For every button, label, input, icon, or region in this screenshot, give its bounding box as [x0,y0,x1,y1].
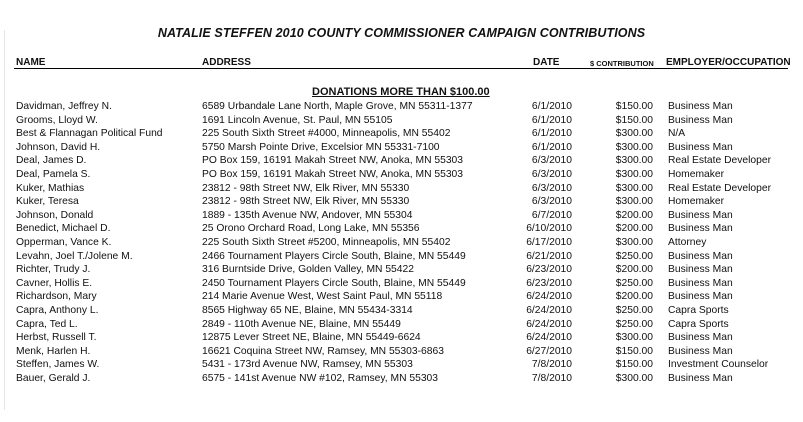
table-row [0,114,803,128]
contribution-date: 6/1/2010 [531,114,572,126]
table-row [0,154,803,168]
contribution-amount: $250.00 [615,304,653,316]
contribution-date: 6/24/2010 [526,304,572,316]
contribution-amount: $300.00 [615,236,653,248]
contribution-amount: $300.00 [615,372,653,384]
table-row [0,141,803,155]
contribution-amount: $150.00 [615,345,653,357]
contributor-name: Steffen, James W. [16,359,100,371]
contribution-amount: $200.00 [615,264,653,276]
contribution-amount: $200.00 [615,223,653,235]
contributor-address: 12875 Lever Street NE, Blaine, MN 55449-6624 [202,332,421,344]
contributor-name: Capra, Ted L. [16,318,78,330]
contributor-name: Herbst, Russell T. [16,332,97,344]
contributor-name: Capra, Anthony L. [16,304,99,316]
contribution-date: 7/8/2010 [531,359,572,371]
contribution-amount: $300.00 [615,182,653,194]
contribution-date: 6/7/2010 [531,209,572,221]
contribution-date: 6/17/2010 [526,236,572,248]
column-header-date: DATE [533,57,560,68]
contribution-amount: $150.00 [615,359,653,371]
contributor-name: Davidman, Jeffrey N. [16,101,112,112]
contribution-amount: $300.00 [615,155,653,167]
contributor-employer: Business Man [668,372,733,384]
column-header-employer: EMPLOYER/OCCUPATION [666,57,791,68]
contributor-employer: Business Man [668,223,733,235]
table-row [0,250,803,264]
contributor-name: Richter, Trudy J. [16,264,91,276]
contribution-date: 6/23/2010 [526,264,572,276]
table-row [0,372,803,386]
contributor-employer: Homemaker [668,168,725,180]
contributor-name: Opperman, Vance K. [16,236,112,248]
contributor-name: Benedict, Michael D. [16,223,111,235]
contribution-amount: $250.00 [615,277,653,289]
contribution-date: 6/21/2010 [526,250,572,262]
contributor-employer: Business Man [668,345,733,357]
contribution-date: 7/8/2010 [531,372,572,384]
contributor-name: Richardson, Mary [16,291,97,303]
contributor-address: 5750 Marsh Pointe Drive, Excelsior MN 55331-7100 [202,141,440,153]
contributor-employer: Business Man [668,101,733,112]
contributor-name: Johnson, Donald [16,209,94,221]
contribution-date: 6/3/2010 [531,196,572,208]
contribution-date: 6/3/2010 [531,182,572,194]
column-header-contribution: $ CONTRIBUTION [590,59,654,68]
table-row [0,290,803,304]
contributor-employer: Business Man [668,291,733,303]
contributor-name: Levahn, Joel T./Jolene M. [16,250,133,262]
contributor-name: Kuker, Mathias [16,182,85,194]
table-row [0,263,803,277]
column-header-name: NAME [16,57,46,68]
contributor-employer: Business Man [668,332,733,344]
contribution-date: 6/3/2010 [531,155,572,167]
contributor-name: Deal, James D. [16,155,87,167]
contribution-amount: $300.00 [615,332,653,344]
contribution-date: 6/1/2010 [531,101,572,112]
contribution-date: 6/1/2010 [531,141,572,153]
contributor-employer: Business Man [668,141,733,153]
contribution-date: 6/24/2010 [526,291,572,303]
table-row [0,358,803,372]
table-row [0,127,803,141]
contributor-address: 25 Orono Orchard Road, Long Lake, MN 55356 [202,223,420,235]
contribution-amount: $300.00 [615,168,653,180]
contributor-address: 1691 Lincoln Avenue, St. Paul, MN 55105 [202,114,393,126]
contributor-employer: N/A [668,128,686,140]
contribution-amount: $300.00 [615,141,653,153]
contributor-name: Cavner, Hollis E. [16,277,93,289]
contributor-address: 2450 Tournament Players Circle South, Blaine, MN 55449 [202,277,466,289]
table-row [0,236,803,250]
table-row [0,345,803,359]
contributor-name: Johnson, David H. [16,141,101,153]
contributor-name: Menk, Harlen H. [16,345,91,357]
table-row [0,168,803,182]
contributor-name: Bauer, Gerald J. [16,372,91,384]
contributor-name: Deal, Pamela S. [16,168,91,180]
contributor-employer: Business Man [668,250,733,262]
contributor-address: 225 South Sixth Street #4000, Minneapolis, MN 55402 [202,128,451,140]
contribution-date: 6/10/2010 [526,223,572,235]
table-row [0,100,803,114]
contribution-amount: $300.00 [615,128,653,140]
table-row [0,277,803,291]
document-title: NATALIE STEFFEN 2010 COUNTY COMMISSIONER CAMPAIGN CONTRIBUTIONS [157,26,646,40]
table-row [0,182,803,196]
contributor-name: Kuker, Teresa [16,196,79,208]
contributor-address: 225 South Sixth Street #5200, Minneapolis, MN 55402 [202,236,451,248]
table-row [0,331,803,345]
contributor-name: Best & Flannagan Political Fund [16,128,163,140]
contributor-employer: Business Man [668,264,733,276]
table-row [0,318,803,332]
contribution-amount: $250.00 [615,318,653,330]
contributor-employer: Business Man [668,209,733,221]
contributor-address: 214 Marie Avenue West, West Saint Paul, MN 55118 [202,291,443,303]
contributor-address: 2849 - 110th Avenue NE, Blaine, MN 55449 [202,318,401,330]
contributor-employer: Capra Sports [668,318,729,330]
contribution-amount: $300.00 [615,196,653,208]
contributor-address: 5431 - 173rd Avenue NW, Ramsey, MN 55303 [202,359,413,371]
contributor-address: 6589 Urbandale Lane North, Maple Grove, MN 55311-1377 [202,101,473,112]
contributor-address: 6575 - 141st Avenue NW #102, Ramsey, MN 55303 [202,372,439,384]
table-row [0,304,803,318]
contributor-employer: Attorney [668,236,707,248]
contributor-address: PO Box 159, 16191 Makah Street NW, Anoka, MN 55303 [202,155,464,167]
contribution-date: 6/23/2010 [526,277,572,289]
section-heading: DONATIONS MORE THAN $100.00 [312,86,490,98]
contributor-address: 23812 - 98th Street NW, Elk River, MN 55330 [202,196,410,208]
column-header-address: ADDRESS [202,57,251,68]
contributor-employer: Homemaker [668,196,725,208]
contributor-employer: Real Estate Developer [668,182,772,194]
table-row [0,222,803,236]
table-row [0,209,803,223]
contributor-address: PO Box 159, 16191 Makah Street NW, Anoka, MN 55303 [202,168,464,180]
contributions-table [0,100,803,385]
contribution-date: 6/1/2010 [531,128,572,140]
contributor-employer: Business Man [668,277,733,289]
contribution-date: 6/24/2010 [526,332,572,344]
contributor-address: 316 Burntside Drive, Golden Valley, MN 55422 [202,264,414,276]
contributor-address: 8565 Highway 65 NE, Blaine, MN 55434-3314 [202,304,413,316]
contributor-employer: Capra Sports [668,304,729,316]
contributor-address: 2466 Tournament Players Circle South, Blaine, MN 55449 [202,250,466,262]
contribution-amount: $200.00 [615,291,653,303]
contributor-address: 23812 - 98th Street NW, Elk River, MN 55330 [202,182,410,194]
contributor-employer: Real Estate Developer [668,155,772,167]
contribution-date: 6/3/2010 [531,168,572,180]
header-rule [14,68,788,69]
contribution-amount: $200.00 [615,209,653,221]
contributor-employer: Business Man [668,114,733,126]
contributor-address: 1889 - 135th Avenue NW, Andover, MN 55304 [202,209,413,221]
contribution-date: 6/24/2010 [526,318,572,330]
contribution-date: 6/27/2010 [526,345,572,357]
contribution-amount: $150.00 [615,101,653,112]
table-row [0,195,803,209]
contributor-employer: Investment Counselor [668,359,769,371]
contributor-name: Grooms, Lloyd W. [16,114,98,126]
contribution-amount: $250.00 [615,250,653,262]
contributor-address: 16621 Coquina Street NW, Ramsey, MN 55303-6863 [202,345,444,357]
contribution-amount: $150.00 [615,114,653,126]
